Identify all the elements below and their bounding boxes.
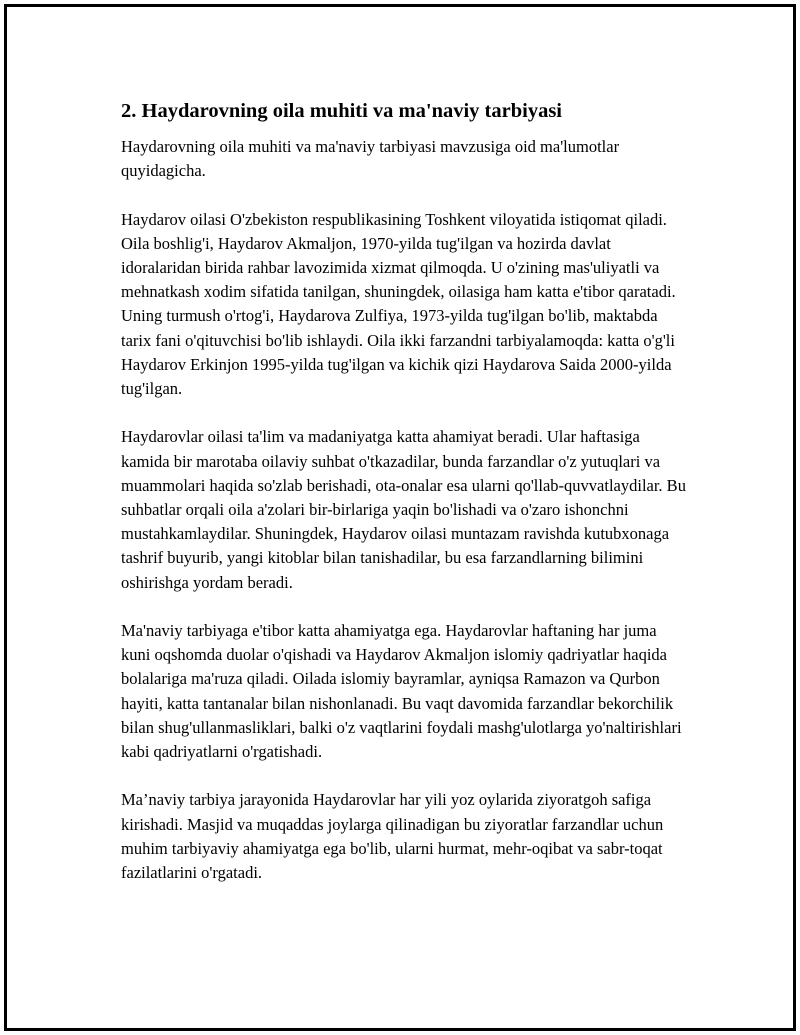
paragraph-education-culture: Haydarovlar oilasi ta'lim va madaniyatga katta ahamiyat beradi. Ular haftasiga kamida bir marotaba oilaviy suhbat o'tkazadilar, bunda farzandlar o'z yutuqlari va muammolari haqida so'zlab berishadi, ota-onalar esa ularni qo'llab-quvvatlaydilar. Bu suhbatlar orqali oila a'zolari bir-birlariga yaqin bo'lishadi va o'zaro ishonchni mustahkamlaydilar. Shuningdek, Haydarov oilasi muntazam ravishda kutubxonaga tashrif buyurib, yangi kitoblar bilan tanishadilar, bu esa farzandlarning bilimini oshirishga yordam beradi. — [121, 427, 686, 592]
paragraph-spiritual-upbringing: Ma'naviy tarbiyaga e'tibor katta ahamiyatga ega. Haydarovlar haftaning har juma kuni oqshomda duolar o'qishadi va Haydarov Akmaljon islomiy qadriyatlar haqida bolalariga ma'ruza qiladi. Oilada islomiy bayramlar, ayniqsa Ramazon va Qurbon hayiti, katta tantanalar bilan nishonlanadi. Bu vaqt davomida farzandlar bekorchilik bilan shug'ullanmasliklari, balki o'z vaqtlarini foydali mashg'ulotlarga yo'naltirishlari kabi qadriyatlarni o'rgatishadi. — [121, 621, 682, 762]
section-heading: 2. Haydarovning oila muhiti va ma'naviy tarbiyasi — [121, 100, 563, 122]
page-frame — [4, 4, 796, 1031]
document-body — [121, 97, 689, 885]
paragraph-pilgrimage: Ma’naviy tarbiya jarayonida Haydarovlar har yili yoz oylarida ziyoratgoh safiga kirishadi. Masjid va muqaddas joylarga qilinadigan bu ziyoratlar farzandlar uchun muhim tarbiyaviy ahamiyatga ega bo'lib, ularni hurmat, mehr-oqibat va sabr-toqat fazilatlarini o'rgatadi. — [121, 790, 664, 883]
paragraph-family-members: Haydarov oilasi O'zbekiston respublikasining Toshkent viloyatida istiqomat qiladi. Oila boshlig'i, Haydarov Akmaljon, 1970-yilda tug'ilgan va hozirda davlat idoralaridan birida rahbar lavozimida xizmat qilmoqda. U o'zining mas'uliyatli va mehnatkash xodim sifatida tanilgan, shuningdek, oilasiga ham katta e'tibor qaratadi. Uning turmush o'rtog'i, Haydarova Zulfiya, 1973-yilda tug'ilgan bo'lib, maktabda tarix fani o'qituvchisi bo'lib ishlaydi. Oila ikki farzandni tarbiyalamoqda: katta o'g'li Haydarov Erkinjon 1995-yilda tug'ilgan va kichik qizi Haydarova Saida 2000-yilda tug'ilgan. — [121, 209, 676, 399]
paragraph-intro: Haydarovning oila muhiti va ma'naviy tarbiyasi mavzusiga oid ma'lumotlar quyidagicha. — [121, 137, 620, 181]
